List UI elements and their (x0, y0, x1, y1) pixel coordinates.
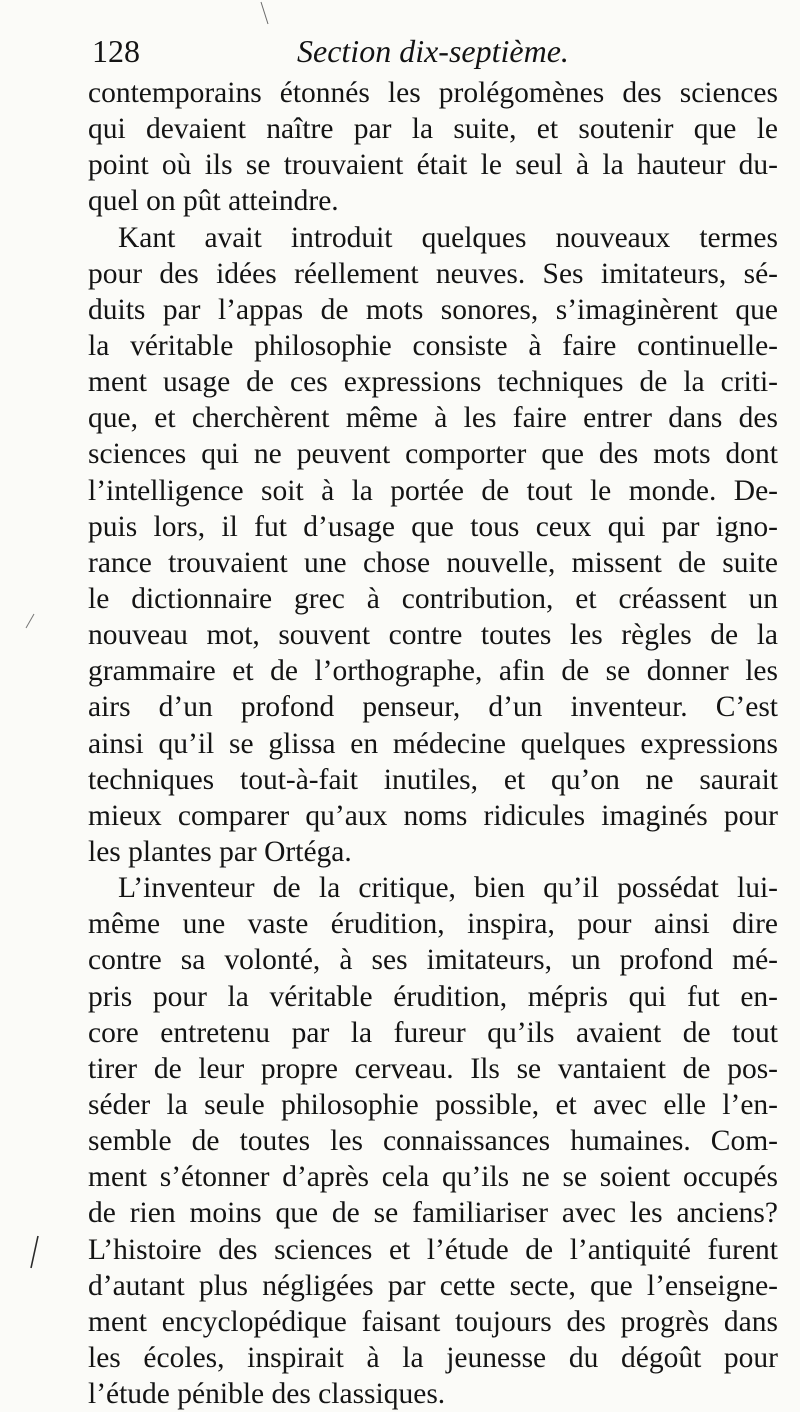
text-line: nouveau mot, souvent contre toutes les règles de la (88, 619, 778, 652)
text-line: pris pour la véritable érudition, mépris qui fut en- (88, 980, 778, 1013)
text-line: pour des idées réellement neuves. Ses imitateurs, sé- (88, 257, 778, 290)
text-line: L’inventeur de la critique, bien qu’il possédat lui- (118, 872, 778, 905)
running-head (92, 30, 782, 72)
text-line: semble de toutes les connaissances humaines. Com- (88, 1125, 778, 1158)
text-line: core entretenu par la fureur qu’ils avaient de tout (88, 1016, 778, 1049)
text-line: tirer de leur propre cerveau. Ils se vantaient de pos- (88, 1052, 778, 1085)
text-line: grammaire et de l’orthographe, afin de se donner les (88, 655, 778, 688)
text-line: duits par l’appas de mots sonores, s’imaginèrent que (88, 293, 778, 326)
section-title: Section dix-septième. (297, 33, 569, 69)
text-line: rance trouvaient une chose nouvelle, missent de suite (88, 546, 778, 579)
text-line: L’histoire des sciences et l’étude de l’antiquité furent (88, 1233, 778, 1266)
text-line: les plantes par Ortéga. (88, 835, 352, 868)
text-line: le dictionnaire grec à contribution, et créassent un (88, 582, 778, 615)
text-line: ainsi qu’il se glissa en médecine quelques expressions (88, 727, 778, 760)
pencil-stroke-mark (24, 1232, 44, 1272)
margin-tick-mark (22, 612, 38, 632)
text-line: qui devaient naître par la suite, et soutenir que le (88, 113, 778, 146)
text-line: la véritable philosophie consiste à faire continuelle- (88, 329, 778, 362)
text-line: les écoles, inspirait à la jeunesse du dégoût pour (88, 1341, 778, 1374)
text-line: mieux comparer qu’aux noms ridicules imaginés pour (88, 799, 778, 832)
body-text (88, 75, 778, 1412)
text-line: quel on pût atteindre. (88, 185, 339, 218)
text-line: que, et cherchèrent même à les faire entrer dans des (88, 402, 778, 435)
text-line: airs d’un profond penseur, d’un inventeur. C’est (88, 691, 778, 724)
text-line: puis lors, il fut d’usage que tous ceux qui par igno- (88, 510, 778, 543)
text-line: sciences qui ne peuvent comporter que des mots dont (88, 438, 778, 471)
text-line: ment usage de ces expressions techniques de la criti- (88, 366, 778, 399)
margin-scratch-mark (255, 0, 275, 30)
page-number: 128 (92, 33, 140, 69)
text-line: contemporains étonnés les prolégomènes des sciences (88, 77, 778, 109)
text-line: ment s’étonner d’après cela qu’ils ne se soient occupés (88, 1161, 778, 1194)
text-line: l’intelligence soit à la portée de tout le monde. De- (88, 474, 778, 507)
text-line: de rien moins que de se familiariser avec les anciens? (88, 1197, 778, 1230)
text-line: l’étude pénible des classiques. (88, 1378, 446, 1411)
text-line: contre sa volonté, à ses imitateurs, un profond mé- (88, 944, 778, 977)
text-line: techniques tout-à-fait inutiles, et qu’on ne saurait (88, 763, 778, 796)
text-line: point où ils se trouvaient était le seul à la hauteur du- (88, 149, 778, 182)
text-line: séder la seule philosophie possible, et avec elle l’en- (88, 1088, 778, 1121)
text-line: d’autant plus négligées par cette secte, que l’enseigne- (88, 1269, 778, 1302)
text-line: ment encyclopédique faisant toujours des progrès dans (88, 1305, 778, 1338)
text-line: même une vaste érudition, inspira, pour ainsi dire (88, 908, 778, 941)
text-line: Kant avait introduit quelques nouveaux termes (118, 221, 778, 254)
